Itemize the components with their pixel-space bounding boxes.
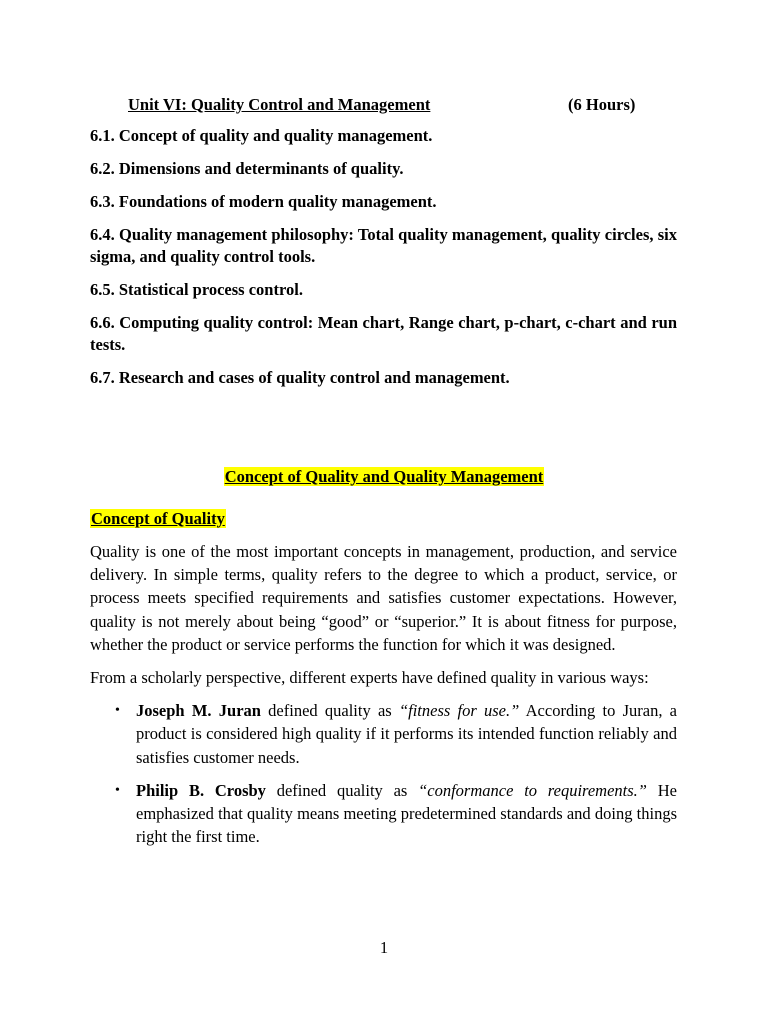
unit-hours: (6 Hours) bbox=[568, 95, 636, 114]
paragraph: Quality is one of the most important concepts in management, production, and service delivery. In simple terms, quality refers to the degree to which a product, service, or process meets specified requirements and satisfies customer expectations. However, quality is not merely about being “good” or “superior.” It is about fitness for purpose, whether the product or service performs the function for which it was designed. bbox=[90, 542, 677, 654]
unit-title: Unit VI: Quality Control and Management bbox=[128, 95, 431, 114]
definition-quote: “fitness for use.” bbox=[398, 701, 520, 721]
author-name: Philip B. Crosby bbox=[136, 780, 266, 800]
page-number: 1 bbox=[379, 938, 389, 957]
definition-quote: “conformance to requirements.” bbox=[418, 780, 647, 800]
bullet-icon: • bbox=[115, 703, 120, 719]
topic-item: 6.5. Statistical process control. bbox=[90, 280, 303, 299]
unit-title-line bbox=[128, 94, 636, 116]
definition-item bbox=[90, 779, 677, 849]
topic-list bbox=[90, 125, 677, 400]
definition-list bbox=[90, 699, 677, 848]
topic-item: 6.2. Dimensions and determinants of quality. bbox=[90, 159, 404, 178]
section-heading-text: Concept of Quality and Quality Management bbox=[224, 467, 544, 486]
paragraph: From a scholarly perspective, different experts have defined quality in various ways: bbox=[90, 668, 649, 688]
definition-lead: defined quality as bbox=[260, 701, 399, 721]
topic-item: 6.4. Quality management philosophy: Total quality management, quality circles, six sigma, and quality control tools. bbox=[90, 225, 677, 266]
body-text bbox=[90, 540, 677, 858]
bullet-icon: • bbox=[115, 782, 120, 798]
topic-item: 6.3. Foundations of modern quality management. bbox=[90, 192, 437, 211]
topic-item: 6.1. Concept of quality and quality management. bbox=[90, 126, 433, 145]
definition-detail: He emphasized that quality means meeting predetermined standards and doing things right the first time. bbox=[136, 780, 677, 847]
sub-heading bbox=[90, 508, 226, 530]
section-heading bbox=[0, 466, 768, 488]
topic-item: 6.6. Computing quality control: Mean chart, Range chart, p-chart, c-chart and run tests. bbox=[90, 313, 677, 354]
topic-item: 6.7. Research and cases of quality control and management. bbox=[90, 368, 510, 387]
author-name: Joseph M. Juran bbox=[136, 701, 261, 721]
sub-heading-text: Concept of Quality bbox=[91, 509, 225, 528]
definition-detail: According to Juran, a product is considered high quality if it performs its intended function reliably and satisfies customer needs. bbox=[136, 701, 677, 767]
definition-lead: defined quality as bbox=[265, 780, 419, 800]
definition-item bbox=[90, 699, 677, 769]
